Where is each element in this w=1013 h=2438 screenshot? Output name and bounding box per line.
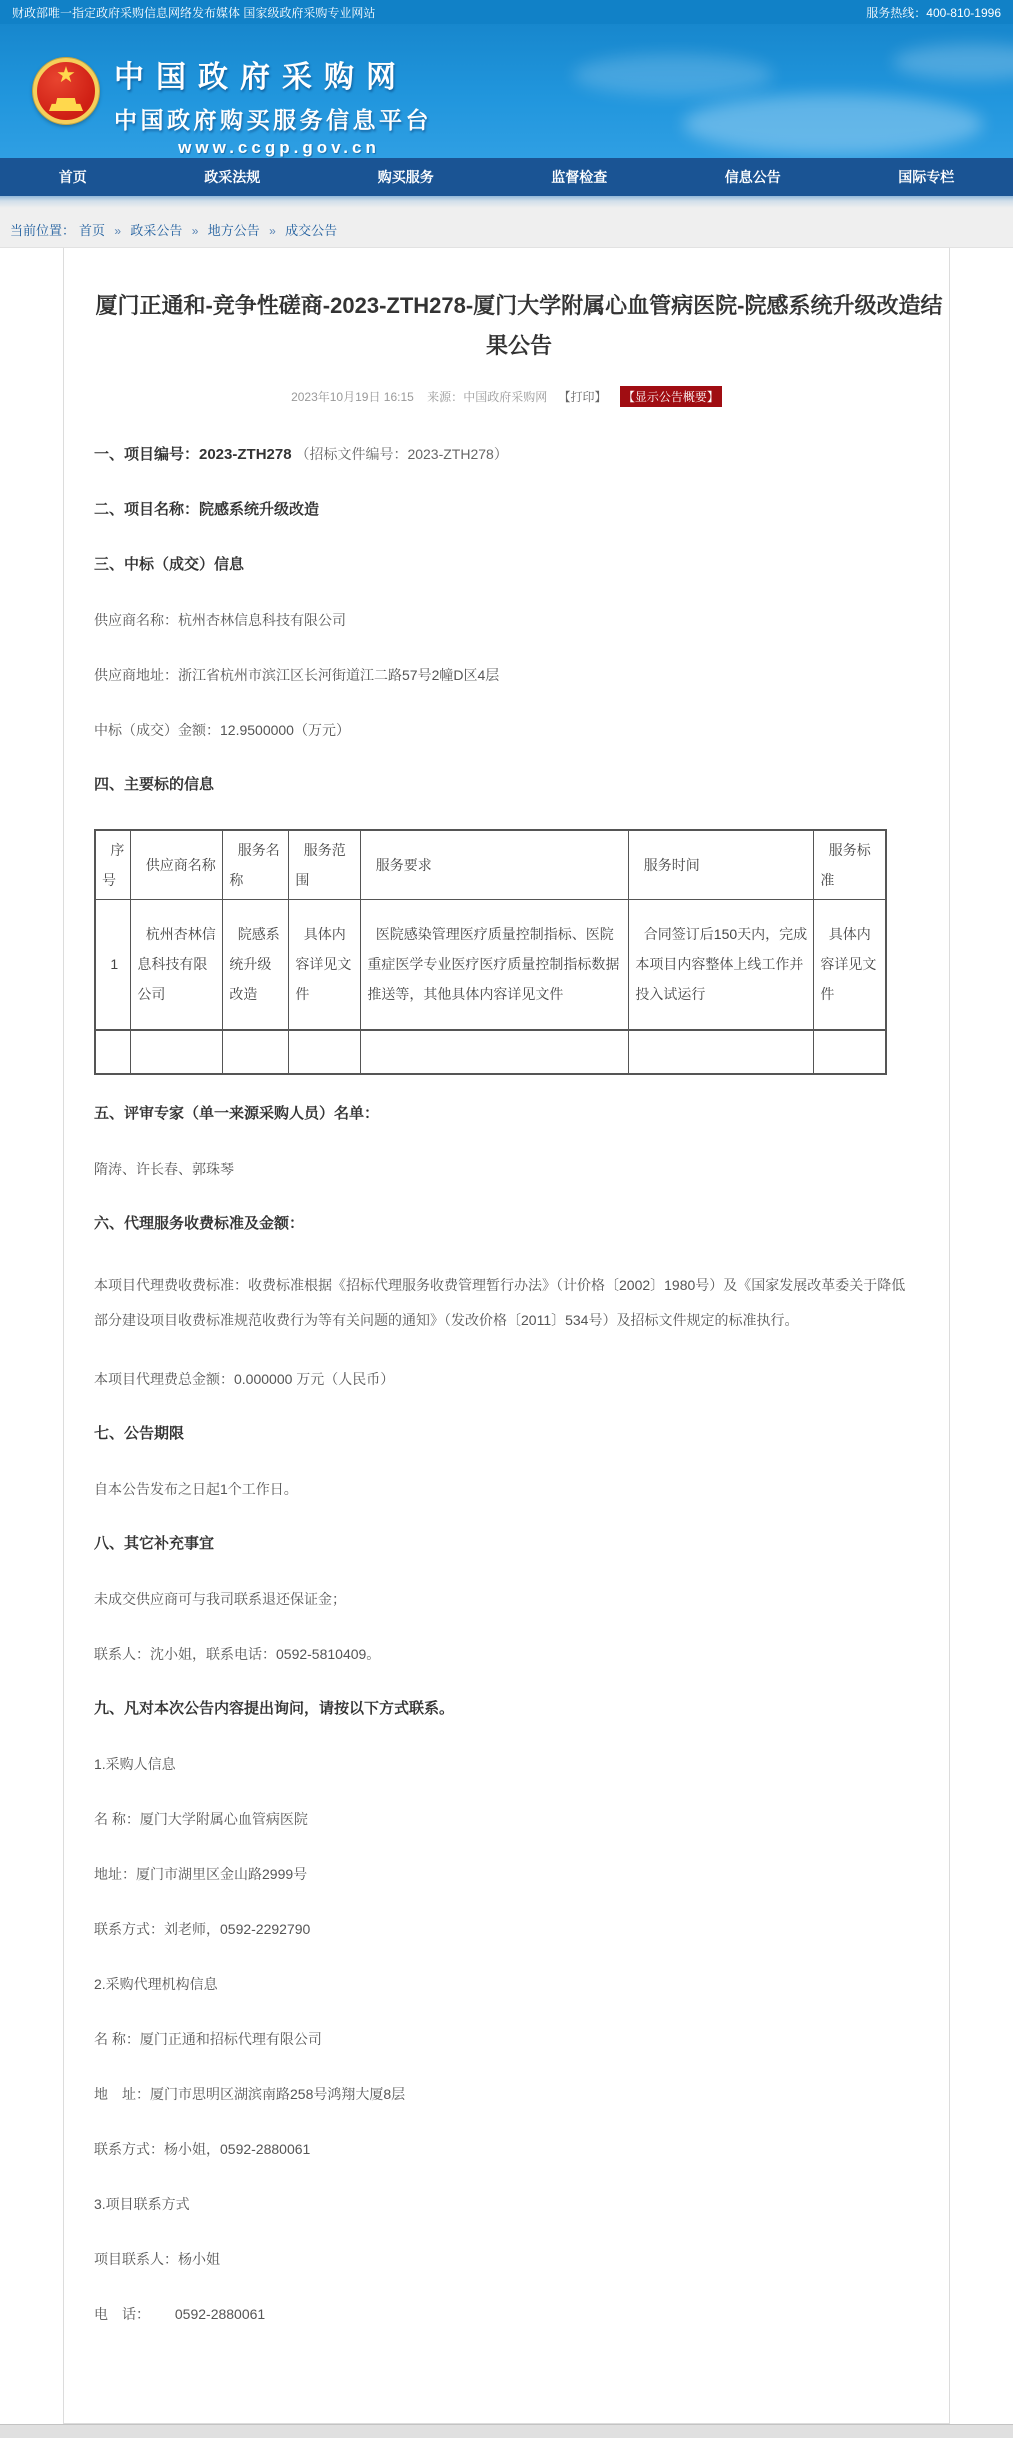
body-paragraph: 联系方式：刘老师，0592-2292790 bbox=[94, 1920, 311, 1937]
nav-item-3[interactable]: 购买服务 bbox=[377, 169, 434, 185]
table-cell: 院感系统升级改造 bbox=[223, 900, 289, 1030]
table-cell: 医院感染管理医疗质量控制指标、医院重症医学专业医疗医疗质量控制指标数据推送等，其他具体内容详见文件 bbox=[361, 900, 629, 1030]
body-paragraph: 未成交供应商可与我司联系退还保证金； bbox=[94, 1590, 346, 1607]
site-slogan: 财政部唯一指定政府采购信息网络发布媒体 国家级政府采购专业网站 bbox=[12, 5, 376, 20]
breadcrumb bbox=[0, 196, 1013, 248]
body-paragraph: 地 址：厦门市思明区湖滨南路258号鸿翔大厦8层 bbox=[94, 2085, 406, 2102]
table-header-cell: 供应商名称 bbox=[131, 830, 223, 900]
footer-strip bbox=[0, 2424, 1013, 2438]
table-header-cell: 服务时间 bbox=[629, 830, 814, 900]
body-paragraph: 联系人：沈小姐，联系电话：0592-5810409。 bbox=[94, 1645, 381, 1662]
section-heading: 五、评审专家（单一来源采购人员）名单： bbox=[94, 1104, 380, 1122]
section-heading: 八、其它补充事宜 bbox=[94, 1534, 215, 1552]
body-paragraph: 1.采购人信息 bbox=[94, 1755, 176, 1772]
breadcrumb-separator: » bbox=[188, 224, 202, 238]
main-nav bbox=[0, 158, 1013, 196]
body-paragraph: 电 话： 0592-2880061 bbox=[94, 2305, 266, 2322]
hotline-number: 400-810-1996 bbox=[926, 5, 1001, 20]
hotline-label: 服务热线： bbox=[866, 5, 927, 20]
site-name: 中国政府采购网 bbox=[114, 61, 408, 94]
table-header-cell: 服务要求 bbox=[361, 830, 629, 900]
section-heading: 六、代理服务收费标准及金额： bbox=[94, 1214, 305, 1232]
nav-item-6[interactable]: 国际专栏 bbox=[898, 169, 955, 185]
table-cell bbox=[95, 1030, 131, 1074]
body-paragraph: 名 称：厦门正通和招标代理有限公司 bbox=[94, 2030, 322, 2047]
source-label: 来源： bbox=[427, 390, 464, 404]
body-paragraph: 本项目代理费总金额：0.000000 万元（人民币） bbox=[94, 1370, 395, 1387]
table-header-cell: 序号 bbox=[95, 830, 131, 900]
table-header-cell: 服务名称 bbox=[223, 830, 289, 900]
table-cell: 杭州杏林信息科技有限公司 bbox=[131, 900, 223, 1030]
breadcrumb-items bbox=[75, 220, 341, 239]
body-paragraph: 供应商名称：杭州杏林信息科技有限公司 bbox=[94, 612, 346, 628]
nav-item-4[interactable]: 监督检查 bbox=[551, 169, 608, 185]
section-heading: 三、中标（成交）信息 bbox=[94, 556, 245, 573]
cloud-decoration bbox=[573, 54, 773, 96]
body-paragraph: 供应商地址：浙江省杭州市滨江区长河街道江二路57号2幢D区4层 bbox=[94, 667, 500, 683]
table-cell bbox=[361, 1030, 629, 1074]
print-button[interactable]: 【打印】 bbox=[558, 390, 607, 404]
announcement-article bbox=[63, 248, 950, 2424]
breadcrumb-link-2[interactable]: 政采公告 bbox=[130, 223, 183, 238]
body-paragraph: 项目联系人：杨小姐 bbox=[94, 2250, 220, 2267]
section-heading: 四、主要标的信息 bbox=[94, 776, 215, 793]
heading-suffix: （招标文件编号：2023-ZTH278） bbox=[291, 446, 508, 462]
body-paragraph: 名 称：厦门大学附属心血管病医院 bbox=[94, 1810, 308, 1827]
table-cell: 合同签订后150天内，完成本项目内容整体上线工作并投入试运行 bbox=[629, 900, 814, 1030]
site-banner bbox=[0, 24, 1013, 158]
breadcrumb-link-4[interactable]: 成交公告 bbox=[285, 223, 338, 238]
source-name: 中国政府采购网 bbox=[463, 390, 548, 404]
nav-item-5[interactable]: 信息公告 bbox=[724, 169, 781, 185]
body-paragraph: 3.项目联系方式 bbox=[94, 2195, 190, 2212]
publish-datetime: 2023年10月19日 16:15 bbox=[291, 390, 414, 404]
top-info-bar bbox=[0, 0, 1013, 24]
body-paragraph: 本项目代理费收费标准：收费标准根据《招标代理服务收费管理暂行办法》（计价格〔2002〕1980号）及《国家发展改革委关于降低部分建设项目收费标准规范收费行为等有关问题的通知》（发改价格〔2011〕534号）及招标文件规定的标准执行。 bbox=[94, 1276, 906, 1328]
article-meta bbox=[94, 386, 919, 407]
body-paragraph: 隋涛、许长春、郭珠琴 bbox=[94, 1160, 234, 1177]
bid-items-table bbox=[94, 829, 887, 1075]
table-cell bbox=[289, 1030, 361, 1074]
table-cell bbox=[629, 1030, 814, 1074]
section-heading: 一、项目编号：2023-ZTH278 （招标文件编号：2023-ZTH278） bbox=[94, 446, 508, 463]
breadcrumb-separator: » bbox=[265, 224, 280, 238]
breadcrumb-link-3[interactable]: 地方公告 bbox=[207, 223, 260, 238]
table-cell: 具体内容详见文件 bbox=[814, 900, 886, 1030]
site-url: www.ccgp.gov.cn bbox=[178, 138, 380, 157]
breadcrumb-separator: » bbox=[111, 224, 125, 238]
table-row bbox=[95, 900, 886, 1030]
table-header-cell: 服务范围 bbox=[289, 830, 361, 900]
body-paragraph: 中标（成交）金额：12.9500000（万元） bbox=[94, 722, 350, 738]
section-heading: 九、凡对本次公告内容提出询问，请按以下方式联系。 bbox=[94, 1699, 455, 1717]
table-cell bbox=[814, 1030, 886, 1074]
section-heading: 七、公告期限 bbox=[94, 1424, 185, 1442]
body-paragraph: 地址：厦门市湖里区金山路2999号 bbox=[94, 1865, 308, 1882]
table-header-cell: 服务标准 bbox=[814, 830, 886, 900]
service-hotline bbox=[866, 4, 1001, 21]
table-cell bbox=[223, 1030, 289, 1074]
page-title: 厦门正通和-竞争性磋商-2023-ZTH278-厦门大学附属心血管病医院-院感系统升级改造结果公告 bbox=[95, 293, 943, 358]
body-paragraph: 自本公告发布之日起1个工作日。 bbox=[94, 1480, 298, 1497]
body-paragraph: 2.采购代理机构信息 bbox=[94, 1975, 218, 1992]
table-empty-row bbox=[95, 1030, 886, 1074]
article-body bbox=[94, 443, 919, 2325]
table-cell: 具体内容详见文件 bbox=[289, 900, 361, 1030]
section-heading: 二、项目名称：院感系统升级改造 bbox=[94, 501, 320, 518]
nav-item-1[interactable]: 首页 bbox=[58, 169, 87, 185]
cloud-decoration bbox=[683, 94, 983, 154]
site-subtitle: 中国政府购买服务信息平台 bbox=[114, 107, 432, 133]
breadcrumb-label: 当前位置： bbox=[10, 223, 76, 238]
show-summary-button[interactable]: 【显示公告概要】 bbox=[620, 386, 722, 407]
cloud-decoration bbox=[893, 44, 1013, 80]
nav-item-2[interactable]: 政采法规 bbox=[204, 169, 261, 185]
table-cell bbox=[131, 1030, 223, 1074]
national-emblem-icon: ★ bbox=[33, 58, 99, 124]
table-header-row bbox=[95, 830, 886, 900]
body-paragraph: 联系方式：杨小姐，0592-2880061 bbox=[94, 2140, 311, 2157]
breadcrumb-link-1[interactable]: 首页 bbox=[79, 223, 106, 238]
table-cell: 1 bbox=[95, 900, 131, 1030]
